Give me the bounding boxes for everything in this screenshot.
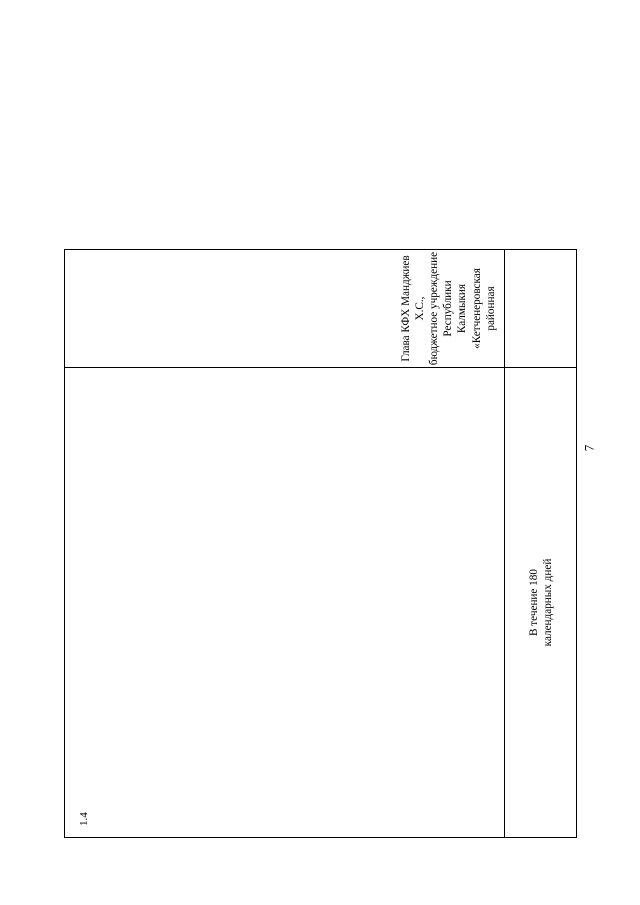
term-line: В течение 180	[527, 569, 540, 636]
responsible-line: Глава КФХ Манджиев Х.С.,	[399, 255, 426, 362]
responsible-line: бюджетное учреждение Республики	[427, 251, 455, 366]
plan-table	[64, 31, 577, 838]
rotated-sheet	[64, 32, 576, 838]
term-line: календарных дней	[541, 558, 554, 647]
row-number-column	[64, 326, 94, 838]
term-cell	[505, 368, 577, 838]
row-number-1-4: 1.4	[78, 812, 90, 826]
table-row	[65, 32, 505, 838]
responsible-line: Калмыкия «Кетченеровская районная	[456, 268, 497, 349]
table-row	[505, 32, 577, 838]
responsible-cell	[505, 250, 577, 368]
page-number: 7	[581, 444, 597, 452]
responsible-cell	[65, 250, 505, 368]
term-cell	[65, 368, 505, 838]
